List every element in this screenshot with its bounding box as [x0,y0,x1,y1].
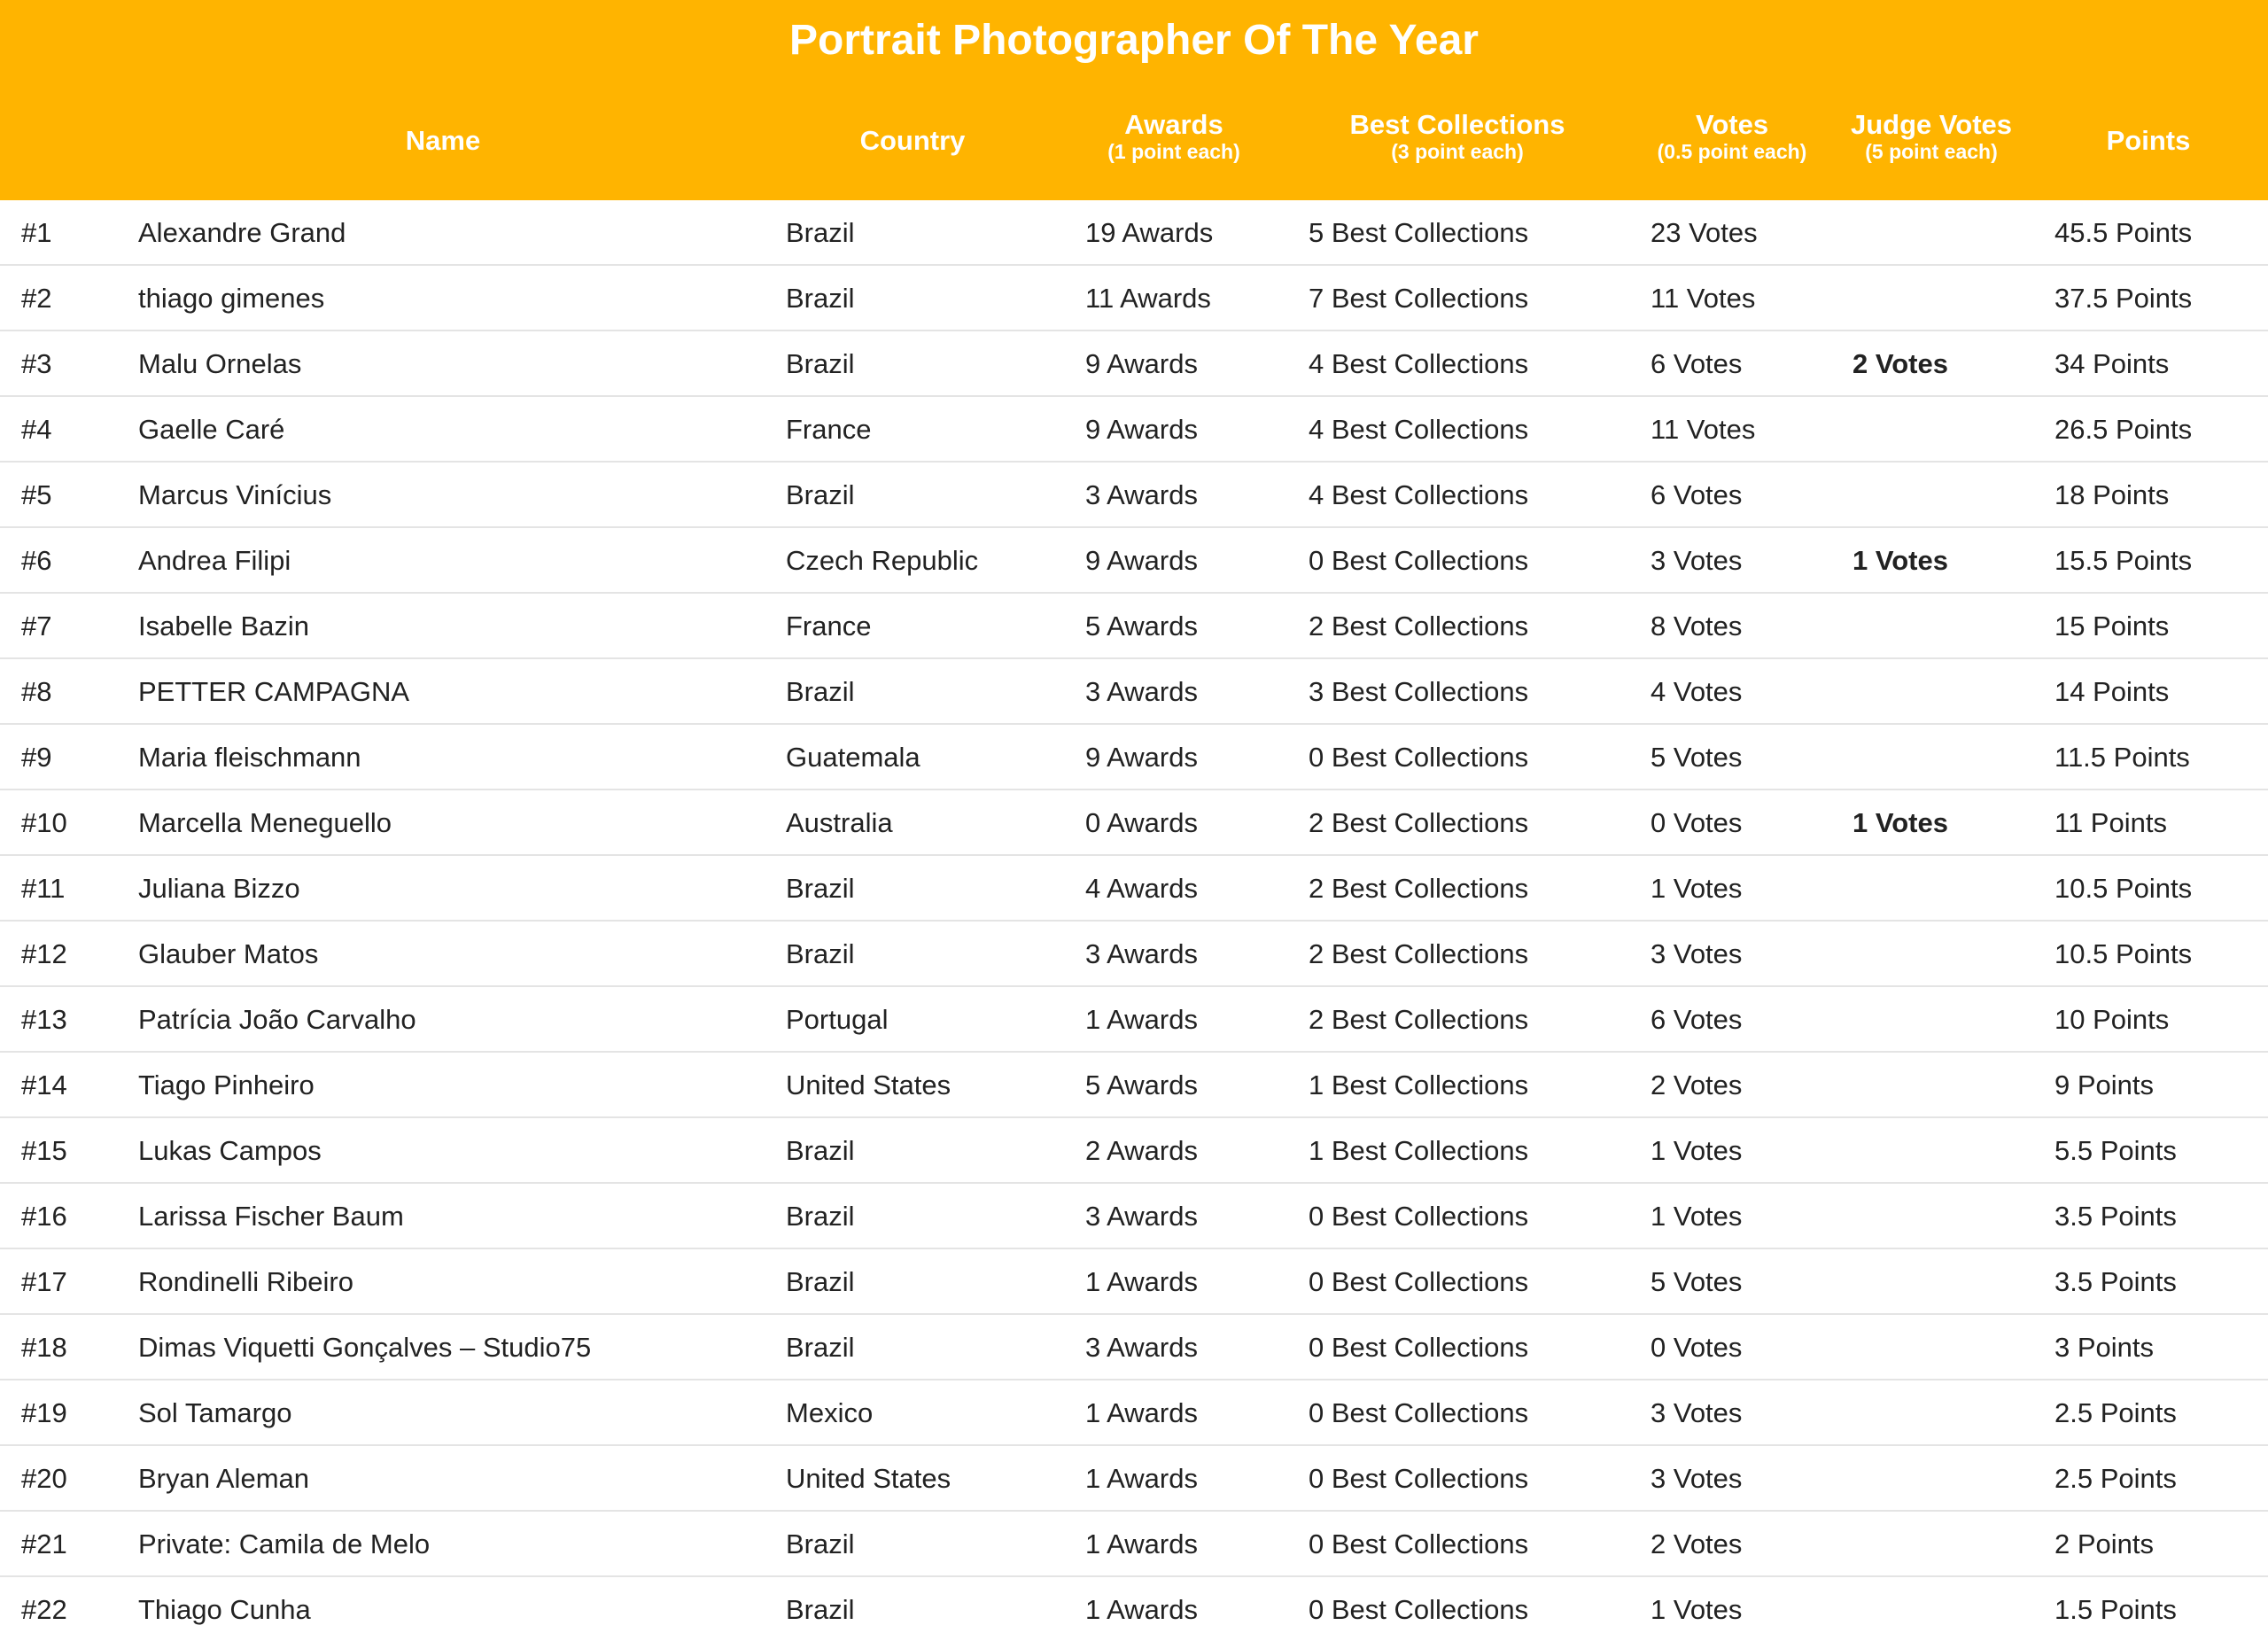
leaderboard-header [0,0,2268,200]
country-cell: Brazil [786,1594,855,1625]
points-cell: 18 Points [2054,479,2170,510]
votes-cell: 2 Votes [1651,1528,1743,1559]
points-cell: 2 Points [2054,1528,2155,1559]
awards-cell: 19 Awards [1085,217,1214,248]
best-collections-cell: 0 Best Collections [1309,1266,1529,1297]
country-cell: Australia [786,807,893,838]
awards-cell: 5 Awards [1085,1069,1198,1100]
table-row [0,1118,2268,1184]
column-header-judge-votes-subtitle: (5 point each) [1865,140,1998,163]
country-cell: Brazil [786,217,855,248]
judge-votes-cell [1852,1118,2047,1184]
judge-votes-cell [1852,1446,2047,1512]
column-header-awards [1045,110,1302,163]
best-collections-cell: 1 Best Collections [1309,1135,1529,1166]
awards-cell: 3 Awards [1085,938,1198,969]
table-row [0,331,2268,397]
name-cell: Bryan Aleman [138,1463,309,1494]
leaderboard-rows [0,200,2268,1641]
rank-cell: #6 [21,545,52,576]
table-row [0,200,2268,266]
name-cell: Alexandre Grand [138,217,346,248]
table-row [0,1249,2268,1315]
points-cell: 5.5 Points [2054,1135,2177,1166]
votes-cell: 0 Votes [1651,1332,1743,1363]
name-cell: PETTER CAMPAGNA [138,676,410,707]
points-cell: 45.5 Points [2054,217,2193,248]
rank-cell: #16 [21,1201,67,1232]
points-cell: 26.5 Points [2054,414,2193,445]
rank-cell: #15 [21,1135,67,1166]
judge-votes-cell [1852,266,2047,331]
awards-cell: 1 Awards [1085,1528,1198,1559]
points-cell: 3.5 Points [2054,1201,2177,1232]
votes-cell: 1 Votes [1651,1201,1743,1232]
name-cell: Larissa Fischer Baum [138,1201,404,1232]
table-row [0,1512,2268,1577]
country-cell: France [786,611,872,642]
points-cell: 1.5 Points [2054,1594,2177,1625]
table-row [0,528,2268,594]
points-cell: 11 Points [2054,807,2167,838]
name-cell: Rondinelli Ribeiro [138,1266,353,1297]
awards-cell: 1 Awards [1085,1004,1198,1035]
votes-cell: 6 Votes [1651,479,1743,510]
name-cell: Dimas Viquetti Gonçalves – Studio75 [138,1332,592,1363]
table-row [0,725,2268,790]
rank-cell: #9 [21,742,52,773]
table-row [0,1184,2268,1249]
points-cell: 2.5 Points [2054,1463,2177,1494]
votes-cell: 5 Votes [1651,1266,1743,1297]
best-collections-cell: 0 Best Collections [1309,1201,1529,1232]
name-cell: Andrea Filipi [138,545,291,576]
awards-cell: 2 Awards [1085,1135,1198,1166]
country-cell: Brazil [786,283,855,314]
column-header-votes-label: Votes [1695,109,1769,140]
points-cell: 15 Points [2054,611,2170,642]
rank-cell: #1 [21,217,52,248]
rank-cell: #7 [21,611,52,642]
country-cell: Brazil [786,676,855,707]
judge-votes-cell: 2 Votes [1852,348,1948,379]
votes-cell: 1 Votes [1651,1135,1743,1166]
best-collections-cell: 0 Best Collections [1309,1463,1529,1494]
country-cell: Brazil [786,1135,855,1166]
name-cell: Marcus Vinícius [138,479,332,510]
best-collections-cell: 4 Best Collections [1309,479,1529,510]
column-header-votes [1621,110,1843,163]
page-title: Portrait Photographer Of The Year [789,17,1479,64]
best-collections-cell: 0 Best Collections [1309,1397,1529,1428]
name-cell: Thiago Cunha [138,1594,311,1625]
country-cell: United States [786,1069,951,1100]
votes-cell: 5 Votes [1651,742,1743,773]
column-header-name [266,126,620,156]
judge-votes-cell [1852,1053,2047,1118]
rank-cell: #19 [21,1397,67,1428]
country-cell: France [786,414,872,445]
awards-cell: 11 Awards [1085,283,1211,314]
awards-cell: 3 Awards [1085,1201,1198,1232]
name-cell: thiago gimenes [138,283,325,314]
country-cell: Brazil [786,479,855,510]
points-cell: 3.5 Points [2054,1266,2177,1297]
column-header-best-collections [1311,110,1604,163]
judge-votes-cell [1852,397,2047,463]
country-cell: Portugal [786,1004,889,1035]
best-collections-cell: 4 Best Collections [1309,414,1529,445]
judge-votes-cell: 1 Votes [1852,807,1948,838]
country-cell: Guatemala [786,742,920,773]
awards-cell: 3 Awards [1085,479,1198,510]
column-header-awards-subtitle: (1 point each) [1107,140,1240,163]
votes-cell: 2 Votes [1651,1069,1743,1100]
column-header-best-collections-label: Best Collections [1349,109,1565,140]
votes-cell: 3 Votes [1651,1463,1743,1494]
judge-votes-cell [1852,856,2047,922]
table-row [0,856,2268,922]
awards-cell: 1 Awards [1085,1397,1198,1428]
judge-votes-cell [1852,463,2047,528]
awards-cell: 9 Awards [1085,348,1198,379]
name-cell: Tiago Pinheiro [138,1069,315,1100]
table-row [0,922,2268,987]
country-cell: Czech Republic [786,545,979,576]
votes-cell: 3 Votes [1651,1397,1743,1428]
rank-cell: #8 [21,676,52,707]
points-cell: 15.5 Points [2054,545,2193,576]
column-header-name-label: Name [405,125,481,156]
votes-cell: 11 Votes [1651,414,1756,445]
points-cell: 9 Points [2054,1069,2155,1100]
best-collections-cell: 4 Best Collections [1309,348,1529,379]
name-cell: Marcella Meneguello [138,807,392,838]
rank-cell: #18 [21,1332,67,1363]
awards-cell: 1 Awards [1085,1594,1198,1625]
name-cell: Maria fleischmann [138,742,361,773]
awards-cell: 1 Awards [1085,1463,1198,1494]
awards-cell: 9 Awards [1085,742,1198,773]
name-cell: Private: Camila de Melo [138,1528,431,1559]
awards-cell: 4 Awards [1085,873,1198,904]
best-collections-cell: 2 Best Collections [1309,1004,1529,1035]
name-cell: Lukas Campos [138,1135,322,1166]
name-cell: Gaelle Caré [138,414,285,445]
awards-cell: 9 Awards [1085,545,1198,576]
judge-votes-cell [1852,659,2047,725]
best-collections-cell: 3 Best Collections [1309,676,1529,707]
votes-cell: 8 Votes [1651,611,1743,642]
judge-votes-cell [1852,922,2047,987]
votes-cell: 3 Votes [1651,938,1743,969]
name-cell: Isabelle Bazin [138,611,310,642]
country-cell: Brazil [786,1332,855,1363]
rank-cell: #11 [21,873,66,904]
judge-votes-cell [1852,1577,2047,1641]
votes-cell: 6 Votes [1651,1004,1743,1035]
best-collections-cell: 0 Best Collections [1309,742,1529,773]
points-cell: 3 Points [2054,1332,2155,1363]
best-collections-cell: 0 Best Collections [1309,1528,1529,1559]
judge-votes-cell [1852,987,2047,1053]
rank-cell: #3 [21,348,52,379]
table-row [0,594,2268,659]
country-cell: Brazil [786,348,855,379]
points-cell: 34 Points [2054,348,2170,379]
rank-cell: #22 [21,1594,67,1625]
rank-cell: #13 [21,1004,67,1035]
best-collections-cell: 0 Best Collections [1309,1594,1529,1625]
judge-votes-cell [1852,1315,2047,1380]
table-row [0,1577,2268,1641]
rank-cell: #2 [21,283,52,314]
table-row [0,987,2268,1053]
country-cell: Brazil [786,1201,855,1232]
rank-cell: #4 [21,414,52,445]
votes-cell: 4 Votes [1651,676,1743,707]
table-row [0,1446,2268,1512]
points-cell: 37.5 Points [2054,283,2193,314]
judge-votes-cell [1852,200,2047,266]
table-row [0,1053,2268,1118]
country-cell: Brazil [786,938,855,969]
best-collections-cell: 5 Best Collections [1309,217,1529,248]
country-cell: Brazil [786,1266,855,1297]
awards-cell: 3 Awards [1085,676,1198,707]
votes-cell: 6 Votes [1651,348,1743,379]
column-header-points-label: Points [2106,125,2191,156]
best-collections-cell: 2 Best Collections [1309,807,1529,838]
awards-cell: 1 Awards [1085,1266,1198,1297]
votes-cell: 23 Votes [1651,217,1758,248]
points-cell: 10.5 Points [2054,873,2193,904]
votes-cell: 0 Votes [1651,807,1743,838]
points-cell: 11.5 Points [2054,742,2190,773]
column-header-best-collections-subtitle: (3 point each) [1391,140,1524,163]
rank-cell: #17 [21,1266,67,1297]
points-cell: 14 Points [2054,676,2170,707]
table-row [0,266,2268,331]
name-cell: Malu Ornelas [138,348,302,379]
column-header-judge-votes [1834,110,2029,163]
rank-cell: #21 [21,1528,67,1559]
rank-cell: #10 [21,807,67,838]
points-cell: 2.5 Points [2054,1397,2177,1428]
table-row [0,790,2268,856]
awards-cell: 0 Awards [1085,807,1198,838]
rank-cell: #20 [21,1463,67,1494]
judge-votes-cell [1852,594,2047,659]
table-row [0,463,2268,528]
awards-cell: 9 Awards [1085,414,1198,445]
votes-cell: 1 Votes [1651,873,1743,904]
table-row [0,397,2268,463]
best-collections-cell: 1 Best Collections [1309,1069,1529,1100]
country-cell: Brazil [786,1528,855,1559]
judge-votes-cell [1852,725,2047,790]
table-row [0,1380,2268,1446]
column-header-votes-subtitle: (0.5 point each) [1657,140,1807,163]
column-header-country [797,126,1028,156]
table-row [0,659,2268,725]
name-cell: Sol Tamargo [138,1397,292,1428]
name-cell: Patrícia João Carvalho [138,1004,416,1035]
rank-cell: #14 [21,1069,67,1100]
awards-cell: 3 Awards [1085,1332,1198,1363]
judge-votes-cell [1852,1249,2047,1315]
points-cell: 10 Points [2054,1004,2170,1035]
best-collections-cell: 0 Best Collections [1309,1332,1529,1363]
column-header-awards-label: Awards [1124,109,1223,140]
judge-votes-cell [1852,1512,2047,1577]
votes-cell: 11 Votes [1651,283,1756,314]
awards-cell: 5 Awards [1085,611,1198,642]
country-cell: Brazil [786,873,855,904]
name-cell: Glauber Matos [138,938,319,969]
points-cell: 10.5 Points [2054,938,2193,969]
column-header-country-label: Country [859,125,966,156]
best-collections-cell: 0 Best Collections [1309,545,1529,576]
column-header-judge-votes-label: Judge Votes [1850,109,2013,140]
judge-votes-cell: 1 Votes [1852,545,1948,576]
best-collections-cell: 2 Best Collections [1309,611,1529,642]
judge-votes-cell [1852,1380,2047,1446]
rank-cell: #5 [21,479,52,510]
table-row [0,1315,2268,1380]
country-cell: Mexico [786,1397,874,1428]
rank-cell: #12 [21,938,67,969]
column-header-points [2038,126,2259,156]
judge-votes-cell [1852,1184,2047,1249]
name-cell: Juliana Bizzo [138,873,300,904]
country-cell: United States [786,1463,951,1494]
best-collections-cell: 2 Best Collections [1309,873,1529,904]
best-collections-cell: 7 Best Collections [1309,283,1529,314]
votes-cell: 3 Votes [1651,545,1743,576]
votes-cell: 1 Votes [1651,1594,1743,1625]
best-collections-cell: 2 Best Collections [1309,938,1529,969]
